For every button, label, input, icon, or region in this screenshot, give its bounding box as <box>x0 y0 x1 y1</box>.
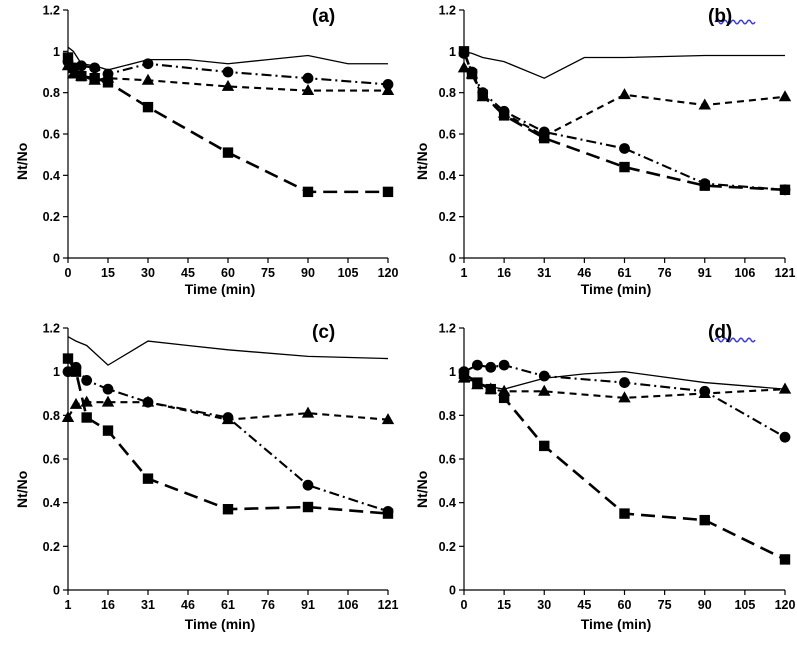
panel-d-x-axis-title: Time (min) <box>580 616 652 632</box>
svg-text:1: 1 <box>449 365 456 380</box>
panel-a-plot <box>0 0 400 280</box>
svg-text:0: 0 <box>53 583 60 598</box>
svg-text:75: 75 <box>657 598 672 612</box>
panel-a <box>0 0 400 310</box>
svg-text:121: 121 <box>377 598 399 612</box>
svg-text:0.6: 0.6 <box>438 127 456 142</box>
svg-text:30: 30 <box>537 598 552 612</box>
svg-text:0.4: 0.4 <box>42 496 60 511</box>
panel-c-label: (c) <box>312 322 336 343</box>
svg-text:0.4: 0.4 <box>42 168 60 183</box>
svg-text:0.4: 0.4 <box>438 168 456 183</box>
svg-text:15: 15 <box>101 266 115 280</box>
svg-text:0.2: 0.2 <box>42 539 60 554</box>
svg-text:46: 46 <box>577 266 592 280</box>
svg-text:1: 1 <box>460 266 468 280</box>
svg-text:120: 120 <box>377 266 399 280</box>
svg-text:30: 30 <box>141 266 155 280</box>
svg-text:91: 91 <box>301 598 315 612</box>
svg-text:60: 60 <box>617 598 632 612</box>
svg-text:16: 16 <box>101 598 115 612</box>
svg-text:0.6: 0.6 <box>42 127 60 142</box>
svg-text:1: 1 <box>449 44 456 59</box>
panel-d-label: (d) <box>708 322 733 343</box>
svg-text:45: 45 <box>181 266 195 280</box>
svg-text:60: 60 <box>221 266 235 280</box>
panel-a-label: (a) <box>312 6 336 27</box>
panel-c <box>0 318 400 648</box>
svg-text:91: 91 <box>697 266 712 280</box>
svg-text:0: 0 <box>449 251 456 266</box>
panel-b-plot <box>400 0 797 280</box>
svg-text:45: 45 <box>577 598 592 612</box>
svg-text:0.6: 0.6 <box>42 452 60 467</box>
svg-text:0: 0 <box>460 598 468 612</box>
svg-text:0.8: 0.8 <box>438 408 456 423</box>
svg-text:16: 16 <box>497 266 512 280</box>
svg-text:61: 61 <box>221 598 235 612</box>
svg-text:0.6: 0.6 <box>438 452 456 467</box>
panel-c-x-axis-title: Time (min) <box>184 616 256 632</box>
svg-text:0: 0 <box>449 583 456 598</box>
svg-text:106: 106 <box>337 598 359 612</box>
svg-text:0.2: 0.2 <box>438 210 456 225</box>
svg-text:0.8: 0.8 <box>438 86 456 101</box>
svg-text:105: 105 <box>337 266 359 280</box>
svg-text:0: 0 <box>64 266 72 280</box>
svg-text:75: 75 <box>261 266 275 280</box>
panel-d <box>400 318 797 648</box>
svg-text:31: 31 <box>537 266 552 280</box>
svg-text:0.4: 0.4 <box>438 496 456 511</box>
svg-text:0.2: 0.2 <box>438 539 456 554</box>
panel-c-plot <box>0 318 400 613</box>
panel-b-y-axis-title: Nt/No <box>414 142 430 180</box>
panel-b-x-axis-title: Time (min) <box>580 281 652 297</box>
svg-text:61: 61 <box>617 266 632 280</box>
svg-text:120: 120 <box>774 598 796 612</box>
svg-text:0: 0 <box>53 251 60 266</box>
svg-text:0.8: 0.8 <box>42 86 60 101</box>
svg-text:90: 90 <box>301 266 315 280</box>
svg-text:0.8: 0.8 <box>42 408 60 423</box>
svg-text:1.2: 1.2 <box>438 321 456 336</box>
panel-c-y-axis-title: Nt/No <box>14 470 30 508</box>
svg-text:76: 76 <box>657 266 672 280</box>
svg-text:1: 1 <box>53 365 60 380</box>
panel-d-y-axis-title: Nt/No <box>414 470 430 508</box>
svg-text:1.2: 1.2 <box>438 3 456 18</box>
panel-a-x-axis-title: Time (min) <box>184 281 256 297</box>
svg-text:121: 121 <box>774 266 796 280</box>
svg-text:31: 31 <box>141 598 155 612</box>
svg-text:1: 1 <box>64 598 72 612</box>
panel-b-label: (b) <box>708 6 733 27</box>
svg-text:1.2: 1.2 <box>42 3 60 18</box>
svg-text:15: 15 <box>497 598 512 612</box>
svg-text:90: 90 <box>697 598 712 612</box>
svg-text:76: 76 <box>261 598 275 612</box>
panel-b <box>400 0 797 310</box>
svg-text:0.2: 0.2 <box>42 210 60 225</box>
svg-text:1.2: 1.2 <box>42 321 60 336</box>
panel-d-plot <box>400 318 797 613</box>
svg-text:46: 46 <box>181 598 195 612</box>
panel-a-y-axis-title: Nt/No <box>14 142 30 180</box>
svg-text:105: 105 <box>734 598 756 612</box>
svg-text:106: 106 <box>734 266 756 280</box>
svg-text:1: 1 <box>53 44 60 59</box>
